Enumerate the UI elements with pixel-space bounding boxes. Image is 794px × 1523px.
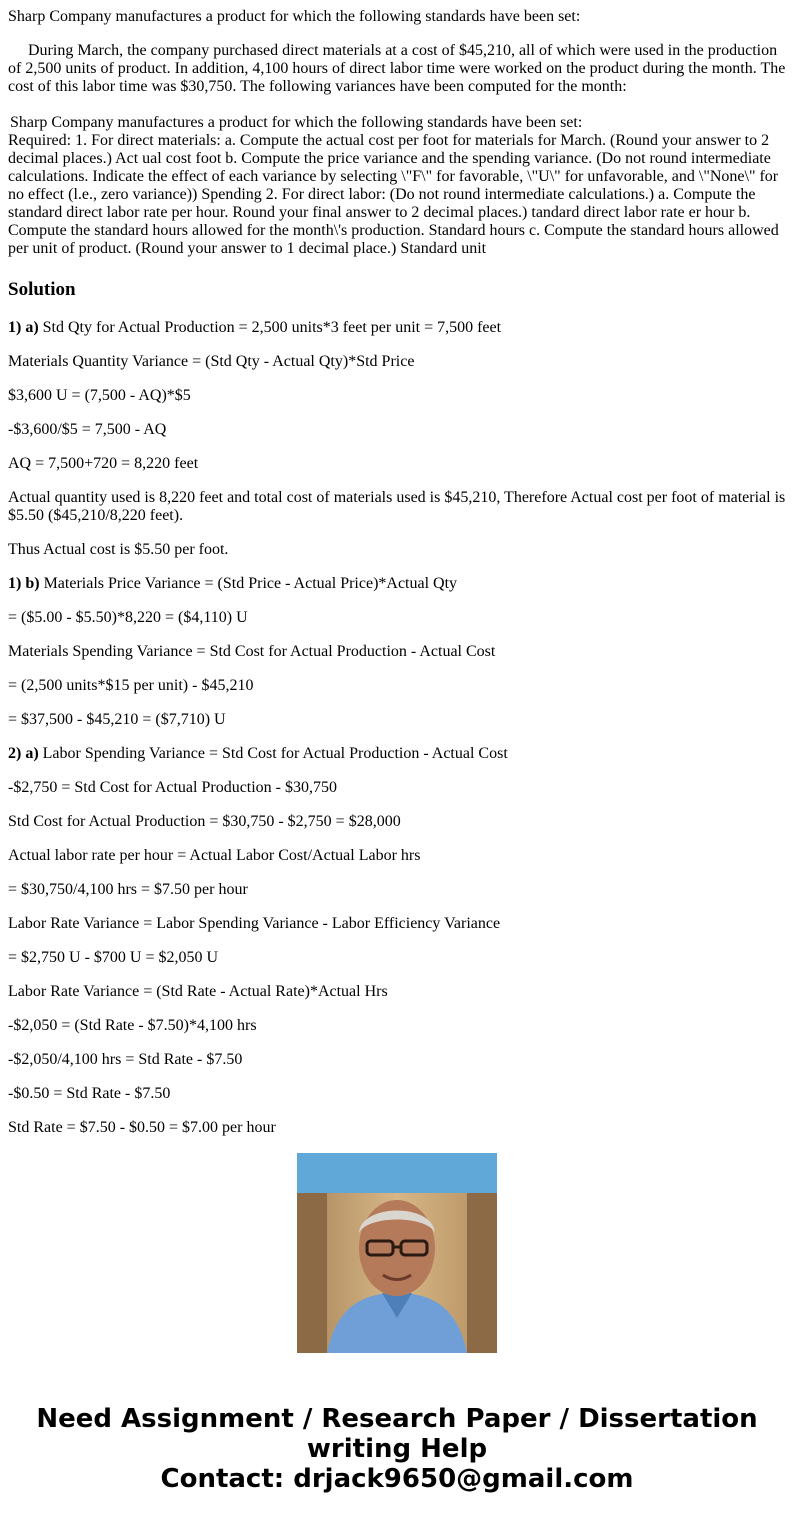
solution-line-text: = ($5.00 - $5.50)*8,220 = ($4,110) U — [8, 609, 248, 626]
solution-line — [8, 319, 788, 337]
solution-line — [8, 575, 788, 593]
footer-line-2: writing Help — [306, 1434, 488, 1464]
solution-line — [8, 881, 788, 899]
solution-step-label: 1) a) — [8, 319, 39, 336]
solution-line-text: Materials Spending Variance = Std Cost for Actual Production - Actual Cost — [8, 643, 496, 660]
question-intro: Sharp Company manufactures a product for which the following standards have been set: — [8, 8, 581, 25]
solution-line — [8, 1119, 788, 1137]
solution-line-text: -$2,050 = (Std Rate - $7.50)*4,100 hrs — [8, 1017, 257, 1034]
solution-line — [8, 353, 788, 371]
solution-line — [8, 915, 788, 933]
solution-line — [8, 1017, 788, 1035]
solution-line-text: -$2,050/4,100 hrs = Std Rate - $7.50 — [8, 1051, 243, 1068]
solution-line-text: AQ = 7,500+720 = 8,220 feet — [8, 455, 199, 472]
solution-line-text: Materials Quantity Variance = (Std Qty - Actual Qty)*Std Price — [8, 353, 415, 370]
solution-step-label: 2) a) — [8, 745, 39, 762]
solution-line — [8, 455, 788, 473]
solution-line — [8, 813, 788, 831]
solution-line-text: -$2,750 = Std Cost for Actual Production - $30,750 — [8, 779, 338, 796]
solution-line — [8, 949, 788, 967]
solution-line-text: = $37,500 - $45,210 = ($7,710) U — [8, 711, 226, 728]
solution-line — [8, 1051, 788, 1069]
solution-line — [8, 387, 788, 405]
author-photo-image — [297, 1153, 497, 1353]
footer-line-3: Contact: drjack9650@gmail.com — [160, 1464, 634, 1494]
solution-line-text: = $30,750/4,100 hrs = $7.50 per hour — [8, 881, 248, 898]
solution-line-text: Materials Price Variance = (Std Price - Actual Price)*Actual Qty — [39, 575, 458, 592]
question-intro-repeat: Sharp Company manufactures a product for which the following standards have been set: — [10, 114, 583, 131]
solution-line-text: Actual labor rate per hour = Actual Labor Cost/Actual Labor hrs — [8, 847, 421, 864]
solution-line-text: Std Rate = $7.50 - $0.50 = $7.00 per hour — [8, 1119, 276, 1136]
solution-line — [8, 421, 788, 439]
solution-line-text: Std Cost for Actual Production = $30,750 - $2,750 = $28,000 — [8, 813, 401, 830]
solution-line-text: = (2,500 units*$15 per unit) - $45,210 — [8, 677, 254, 694]
solution-line — [8, 779, 788, 797]
solution-line-text: -$0.50 = Std Rate - $7.50 — [8, 1085, 171, 1102]
solution-line — [8, 745, 788, 763]
question-required: Required: 1. For direct materials: a. Compute the actual cost per foot for materials for March. (Round your answer to 2 decimal places.) Act ual cost foot b. Compute the price variance and the spending variance. (Do not round intermediate calculations. Indicate the effect of each variance by selecting \"F\" for favorable, \"U\" for unfavorable, and \"None\" for no effect (l.e., zero variance)) Spending 2. For direct labor: (Do not round intermediate calculations.) a. Compute the standard direct labor rate per hour. Round your final answer to 2 decimal places.) tandard direct labor rate er hour b. Compute the standard hours allowed for the month\'s production. Standard hours c. Compute the standard hours allowed per unit of product. (Round your answer to 1 decimal place.) Standard unit — [8, 132, 779, 257]
document-content — [8, 0, 788, 1136]
solution-line-text: Actual quantity used is 8,220 feet and total cost of materials used is $45,210, Therefore Actual cost per foot of material is $5.50 ($45,210/8,220 feet). — [8, 489, 786, 524]
solution-line-text: -$3,600/$5 = 7,500 - AQ — [8, 421, 167, 438]
solution-line — [8, 711, 788, 729]
solution-line — [8, 609, 788, 627]
solution-body — [8, 319, 788, 1153]
contact-footer — [0, 1404, 794, 1494]
solution-line-text: Thus Actual cost is $5.50 per foot. — [8, 541, 229, 558]
solution-heading: Solution — [8, 279, 76, 300]
solution-line-text: = $2,750 U - $700 U = $2,050 U — [8, 949, 219, 966]
solution-line — [8, 489, 788, 525]
solution-line — [8, 643, 788, 661]
solution-line — [8, 677, 788, 695]
solution-line-text: Labor Rate Variance = (Std Rate - Actual Rate)*Actual Hrs — [8, 983, 388, 1000]
solution-step-label: 1) b) — [8, 575, 40, 592]
solution-line — [8, 983, 788, 1001]
solution-line-text: $3,600 U = (7,500 - AQ)*$5 — [8, 387, 191, 404]
solution-line — [8, 847, 788, 865]
solution-line-text: Labor Rate Variance = Labor Spending Variance - Labor Efficiency Variance — [8, 915, 501, 932]
question-details: During March, the company purchased direct materials at a cost of $45,210, all of which were used in the production of 2,500 units of product. In addition, 4,100 hours of direct labor time were worked on the product during the month. The cost of this labor time was $30,750. The following variances have been computed for the month: — [8, 42, 786, 95]
solution-line-text: Labor Spending Variance = Std Cost for Actual Production - Actual Cost — [38, 745, 508, 762]
footer-line-1: Need Assignment / Research Paper / Dissertation — [36, 1404, 758, 1434]
solution-line — [8, 541, 788, 559]
solution-line — [8, 1085, 788, 1103]
author-photo — [297, 1153, 497, 1353]
solution-line-text: Std Qty for Actual Production = 2,500 units*3 feet per unit = 7,500 feet — [38, 319, 502, 336]
